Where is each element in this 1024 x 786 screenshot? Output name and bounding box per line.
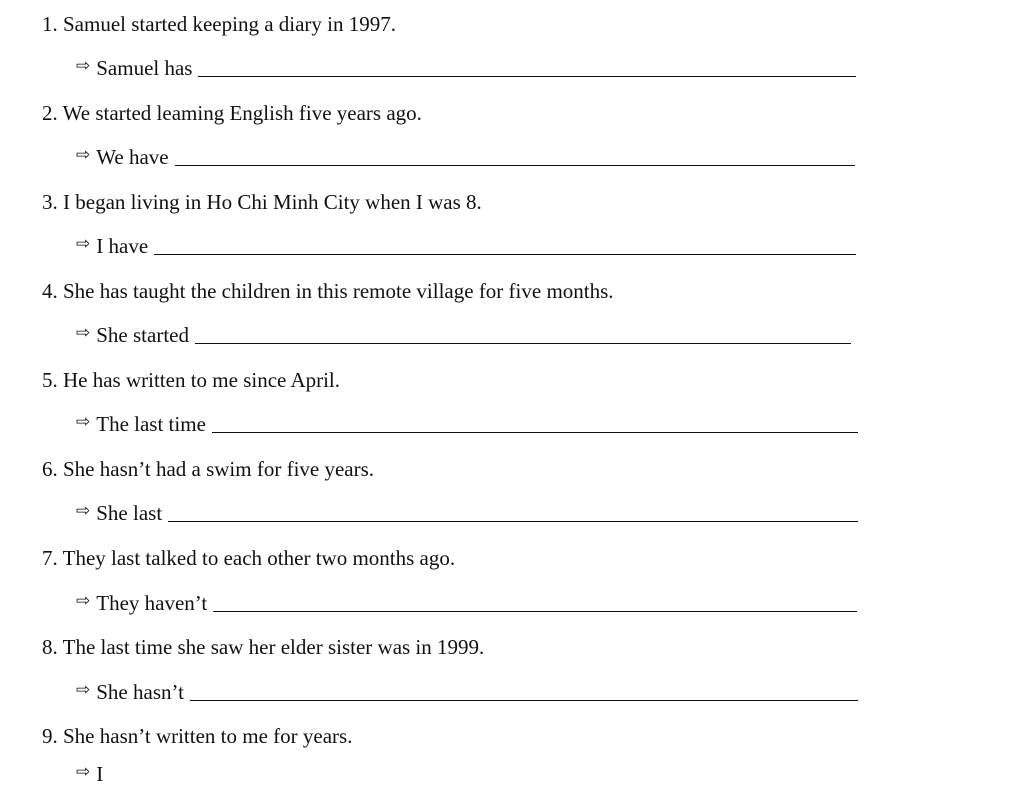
question-2 (42, 101, 422, 125)
right-arrow-icon: ⇨ (76, 501, 91, 521)
question-9 (42, 724, 352, 748)
answer-blank-line[interactable] (198, 76, 856, 77)
right-arrow-icon: ⇨ (76, 680, 91, 700)
answer-blank-line[interactable] (154, 254, 856, 255)
question-sentence: We started leaming English five years ago. (62, 101, 422, 125)
right-arrow-icon: ⇨ (76, 234, 91, 254)
right-arrow-icon: ⇨ (76, 412, 91, 432)
question-5 (42, 368, 340, 392)
answer-row-7 (76, 589, 857, 615)
answer-blank-line[interactable] (175, 165, 855, 166)
question-number: 1. (42, 12, 58, 36)
answer-prompt: She hasn’t (96, 680, 184, 704)
question-number: 4. (42, 279, 58, 303)
question-6 (42, 457, 374, 481)
answer-prompt: They haven’t (96, 591, 208, 615)
answer-row-2 (76, 143, 855, 169)
answer-prompt: We have (96, 145, 169, 169)
answer-row-8 (76, 678, 858, 704)
question-number: 2. (42, 101, 58, 125)
right-arrow-icon: ⇨ (76, 323, 91, 343)
answer-prompt: Samuel has (96, 56, 193, 80)
answer-row-5 (76, 410, 858, 436)
question-1 (42, 12, 396, 36)
question-number: 8. (42, 635, 58, 659)
question-sentence: She hasn’t had a swim for five years. (63, 457, 375, 481)
question-sentence: The last time she saw her elder sister was in 1999. (62, 635, 485, 659)
answer-row-9 (76, 760, 109, 786)
question-4 (42, 279, 614, 303)
question-sentence: She has taught the children in this remote village for five months. (63, 279, 614, 303)
answer-prompt: She started (96, 323, 189, 347)
answer-row-6 (76, 499, 858, 525)
answer-blank-line[interactable] (195, 343, 851, 344)
question-8 (42, 635, 484, 659)
answer-row-3 (76, 232, 856, 258)
question-sentence: He has written to me since April. (63, 368, 341, 392)
question-7 (42, 546, 455, 570)
right-arrow-icon: ⇨ (76, 56, 91, 76)
question-number: 7. (42, 546, 58, 570)
answer-prompt: I have (96, 234, 149, 258)
answer-blank-line[interactable] (213, 611, 857, 612)
question-number: 9. (42, 724, 58, 748)
question-number: 3. (42, 190, 58, 214)
right-arrow-icon: ⇨ (76, 591, 91, 611)
right-arrow-icon: ⇨ (76, 762, 91, 782)
question-number: 6. (42, 457, 58, 481)
answer-row-1 (76, 54, 856, 80)
answer-blank-line[interactable] (190, 700, 858, 701)
question-number: 5. (42, 368, 58, 392)
answer-prompt: She last (96, 501, 163, 525)
answer-blank-line[interactable] (212, 432, 858, 433)
answer-prompt: I (96, 762, 104, 786)
question-sentence: She hasn’t written to me for years. (63, 724, 353, 748)
answer-blank-line[interactable] (168, 521, 858, 522)
answer-row-4 (76, 321, 851, 347)
question-sentence: They last talked to each other two months ago. (62, 546, 456, 570)
question-3 (42, 190, 482, 214)
right-arrow-icon: ⇨ (76, 145, 91, 165)
answer-prompt: The last time (96, 412, 206, 436)
question-sentence: I began living in Ho Chi Minh City when I was 8. (63, 190, 482, 214)
question-sentence: Samuel started keeping a diary in 1997. (63, 12, 396, 36)
